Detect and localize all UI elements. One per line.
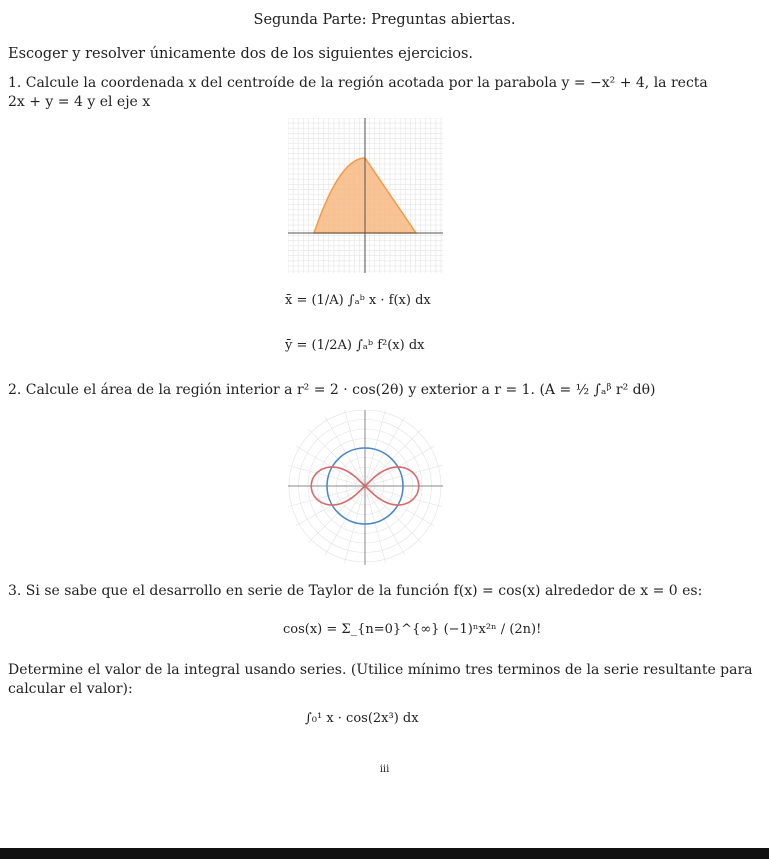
region-graph [288,118,443,273]
formula-ybar: ȳ = (1/2A) ∫ₐᵇ f²(x) dx [285,338,425,353]
q3-text: 3. Si se sabe que el desarrollo en serie de Taylor de la función f(x) = cos(x) alrededor de x = 0 es: [8,583,703,599]
q1-line2: 2x + y = 4 y el eje x [8,94,151,110]
intro-text: Escoger y resolver únicamente dos de los siguientes ejercicios. [8,46,474,62]
integral: ∫₀¹ x · cos(2x³) dx [305,711,419,726]
q3-line2: Determine el valor de la integral usando series. (Utilice mínimo tres terminos de la serie resultante para [8,662,753,678]
polar-graph [288,410,443,565]
page-number: iii [379,764,390,775]
q2-text: 2. Calcule el área de la región interior a r² = 2 · cos(2θ) y exterior a r = 1. (A = ½ ∫ₐᵝ r² dθ) [8,382,656,398]
q3-line3: calcular el valor): [8,681,133,697]
bottom-bar [0,848,769,859]
q1-line1: 1. Calcule la coordenada x del centroíde de la región acotada por la parabola y = −x² + 4, la recta [8,75,708,91]
formula-xbar: x̄ = (1/A) ∫ₐᵇ x · f(x) dx [285,293,431,308]
section-title: Segunda Parte: Preguntas abiertas. [253,12,516,28]
taylor-series: cos(x) = Σ_{n=0}^{∞} (−1)ⁿx²ⁿ / (2n)! [283,622,542,637]
